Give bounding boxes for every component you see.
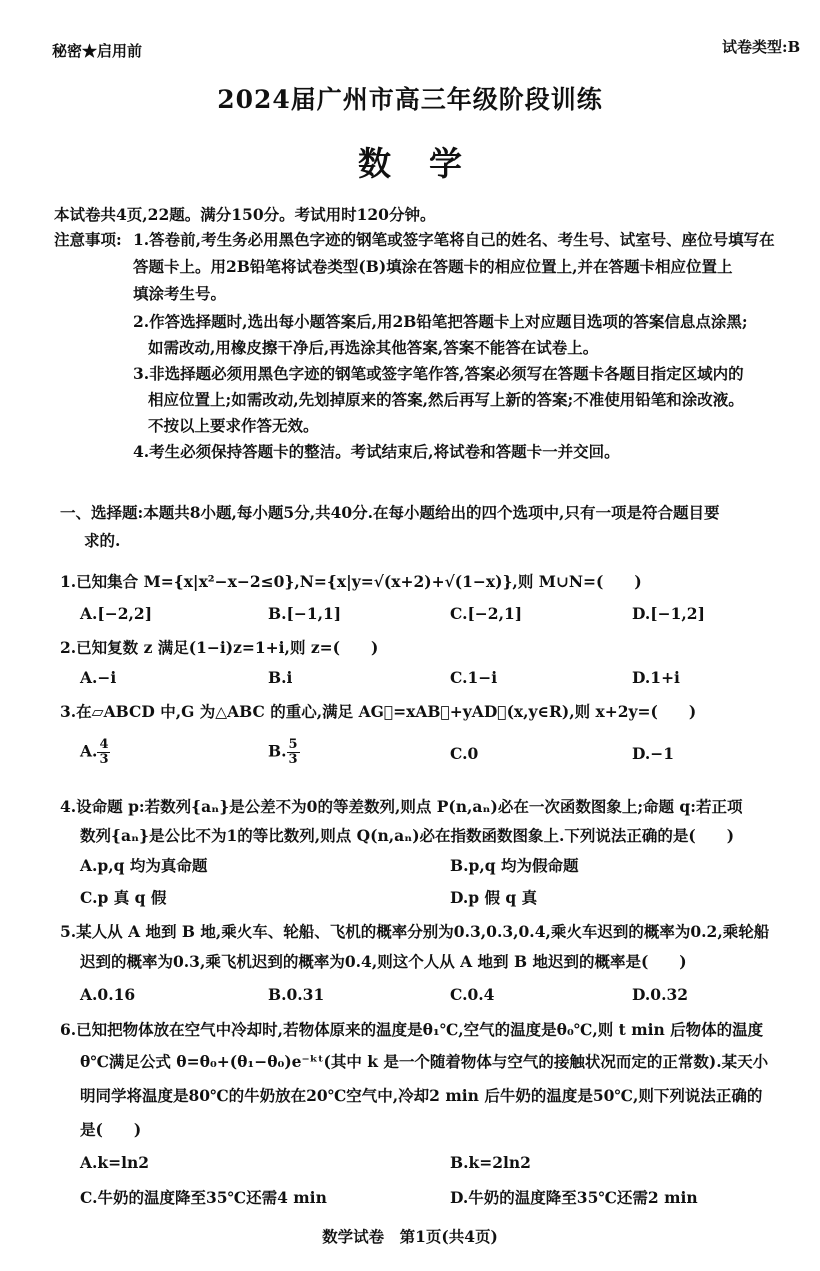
notice-line: 4.考生必须保持答题卡的整洁。考试结束后,将试卷和答题卡一并交回。 [133,442,620,461]
question-3-option-c: C.0 [450,744,479,763]
question-1-option-d: D.[−1,2] [632,604,705,623]
question-6-option-d: D.牛奶的温度降至35℃还需2 min [450,1188,698,1207]
notice-line: 如需改动,用橡皮擦干净后,再选涂其他答案,答案不能答在试卷上。 [148,338,599,357]
section-heading-cont: 求的. [84,531,121,550]
option-letter: B. [268,741,287,761]
fraction-numerator: 4 [99,737,109,752]
notice-line: 3.非选择题必须用黑色字迹的钢笔或签字笔作答,答案必须写在答题卡各题目指定区域内的 [133,364,744,383]
question-4-option-d: D.p 假 q 真 [450,888,538,907]
fraction-denominator: 3 [99,752,109,767]
exam-title: 2024届广州市高三年级阶段训练 [217,85,603,114]
question-3-option-d: D.−1 [632,744,675,763]
question-6-option-c: C.牛奶的温度降至35℃还需4 min [80,1188,327,1207]
question-4-option-a: A.p,q 均为真命题 [80,856,208,875]
exam-intro: 本试卷共4页,22题。满分150分。考试用时120分钟。 [54,205,436,224]
fraction-denominator: 3 [288,752,298,767]
notice-line: 不按以上要求作答无效。 [148,416,319,435]
question-6-option-b: B.k=2ln2 [450,1153,531,1172]
page-footer: 数学试卷 第1页(共4页) [322,1227,498,1246]
question-5-option-b: B.0.31 [268,985,325,1004]
question-3-option-a [80,738,110,767]
notice-line: 2.作答选择题时,选出每小题答案后,用2B铅笔把答题卡上对应题目选项的答案信息点涂黑; [133,312,748,331]
fraction-numerator: 5 [288,737,298,752]
fraction [97,738,110,767]
question-2-stem: 2.已知复数 z 满足(1−i)z=1+i,则 z=( ) [60,638,379,657]
question-5-option-a: A.0.16 [80,985,136,1004]
question-2-option-a: A.−i [80,668,117,687]
paper-type-label: 试卷类型:B [722,38,801,56]
question-5-stem: 5.某人从 A 地到 B 地,乘火车、轮船、飞机的概率分别为0.3,0.3,0.4,乘火车迟到的概率为0.2,乘轮船 [60,922,770,941]
question-2-option-c: C.1−i [450,668,498,687]
option-letter: A. [80,741,98,761]
notice-line: 填涂考生号。 [133,284,227,303]
fraction [287,738,300,767]
question-2-option-b: B.i [268,668,293,687]
subject-title: 数学 [358,144,500,183]
notice-line: 1.答卷前,考生务必用黑色字迹的钢笔或签字笔将自己的姓名、考生号、试室号、座位号填写在 [133,230,775,249]
notice-line: 答题卡上。用2B铅笔将试卷类型(B)填涂在答题卡的相应位置上,并在答题卡相应位置上 [133,257,733,276]
question-4-option-c: C.p 真 q 假 [80,888,167,907]
question-6-option-a: A.k=ln2 [80,1153,150,1172]
question-4-stem: 4.设命题 p:若数列{aₙ}是公差不为0的等差数列,则点 P(n,aₙ)必在一次函数图象上;命题 q:若正项 [60,797,743,816]
question-6-stem-cont: 明同学将温度是80℃的牛奶放在20℃空气中,冷却2 min 后牛奶的温度是50℃,则下列说法正确的 [80,1086,763,1105]
notice-label: 注意事项: [54,230,122,249]
question-5-stem-cont: 迟到的概率为0.3,乘飞机迟到的概率为0.4,则这个人从 A 地到 B 地迟到的概率是( ) [80,952,687,971]
question-6-stem-cont: θ℃满足公式 θ=θ₀+(θ₁−θ₀)e⁻ᵏᵗ(其中 k 是一个随着物体与空气的接触状况而定的正常数).某天小 [80,1052,769,1071]
question-5-option-c: C.0.4 [450,985,495,1004]
question-1-option-b: B.[−1,1] [268,604,342,623]
notice-line: 相应位置上;如需改动,先划掉原来的答案,然后再写上新的答案;不准使用铅笔和涂改液。 [148,390,744,409]
question-4-option-b: B.p,q 均为假命题 [450,856,579,875]
question-6-stem-cont: 是( ) [80,1120,142,1139]
question-1-option-a: A.[−2,2] [80,604,153,623]
question-2-option-d: D.1+i [632,668,680,687]
question-5-option-d: D.0.32 [632,985,689,1004]
question-6-stem: 6.已知把物体放在空气中冷却时,若物体原来的温度是θ₁℃,空气的温度是θ₀℃,则 t min 后物体的温度 [60,1020,764,1039]
question-3-option-b [268,738,300,767]
confidential-mark: 秘密★启用前 [52,42,143,60]
question-1-option-c: C.[−2,1] [450,604,523,623]
question-4-stem-cont: 数列{aₙ}是公比不为1的等比数列,则点 Q(n,aₙ)必在指数函数图象上.下列说法正确的是( ) [80,826,735,845]
question-3-stem: 3.在▱ABCD 中,G 为△ABC 的重心,满足 AG⃗=xAB⃗+yAD⃗(x,y∈R),则 x+2y=( ) [60,702,697,721]
section-heading: 一、选择题:本题共8小题,每小题5分,共40分.在每小题给出的四个选项中,只有一项是符合题目要 [60,503,720,522]
question-1-stem: 1.已知集合 M={x|x²−x−2≤0},N={x|y=√(x+2)+√(1−x)},则 M∪N=( ) [60,572,642,591]
